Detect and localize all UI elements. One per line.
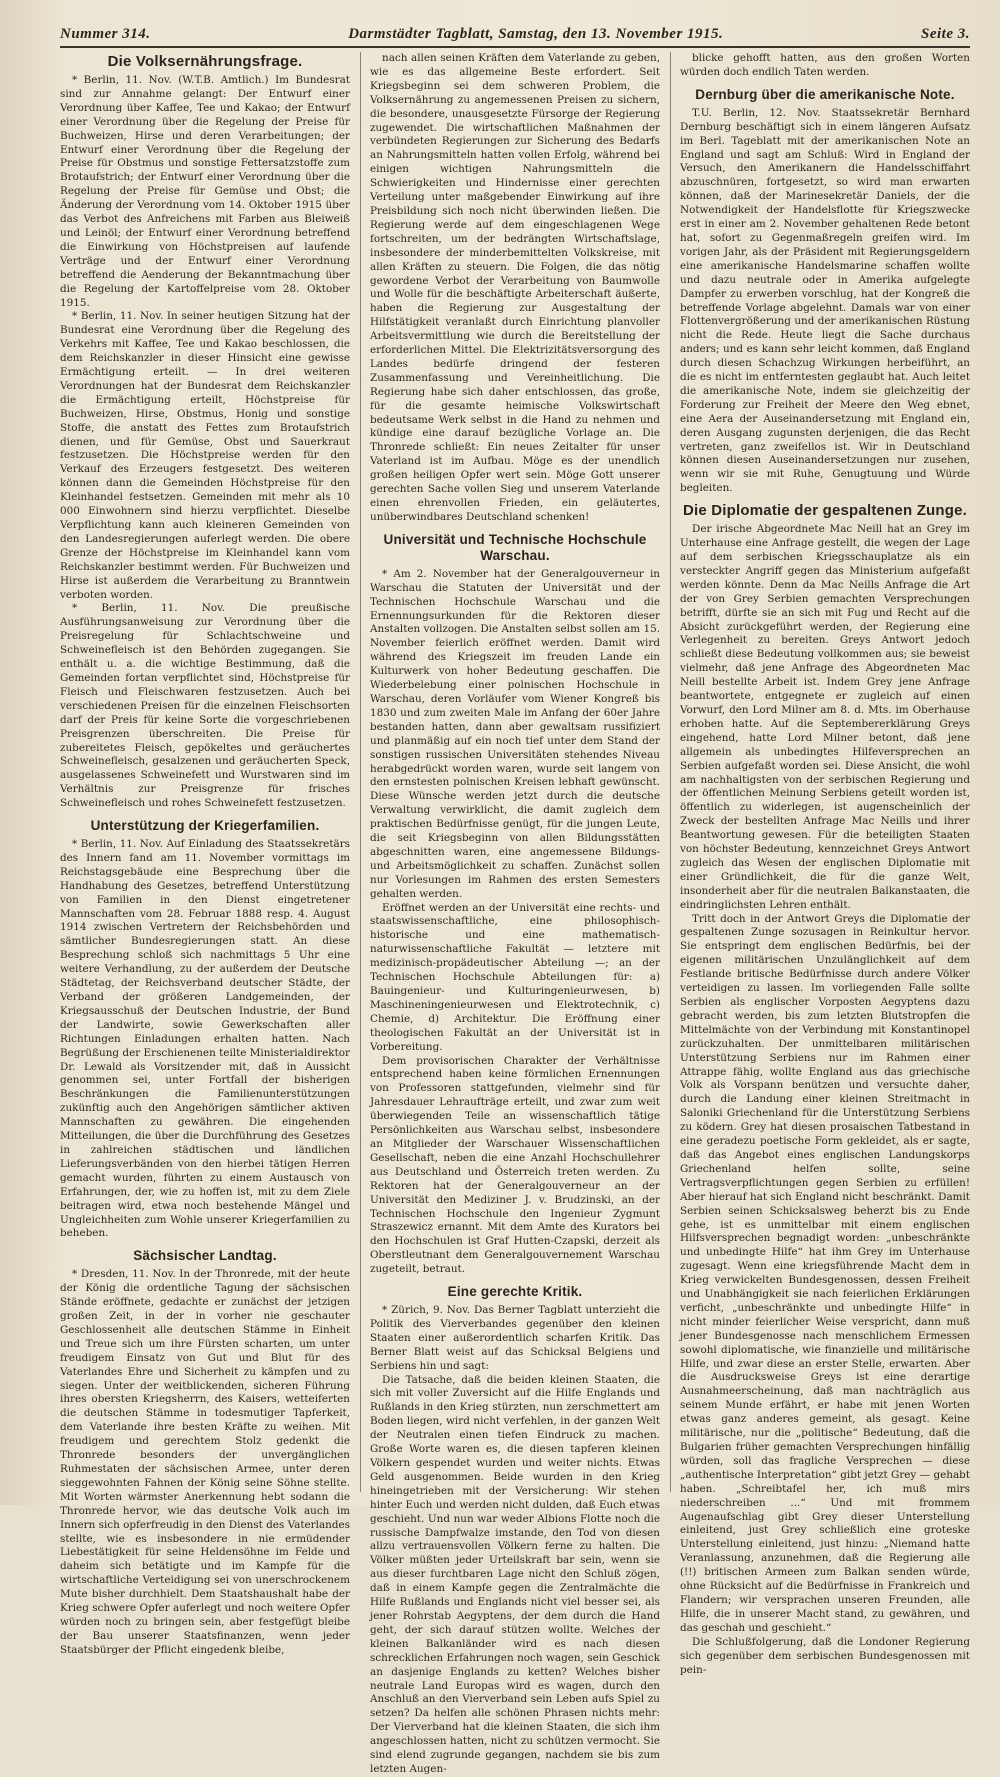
article-heading: Unterstützung der Kriegerfamilien. (90, 818, 320, 834)
article-heading: Dernburg über die amerikanische Note. (695, 86, 955, 102)
paragraph: Eröffnet werden an der Universität eine rechts- und staatswissenschaftliche, eine philosophisch-historische und eine mathematisch-naturwissenschaftliche Fakultät — letztere mit medizinisch-propädeutischer Abteilung —; an der Technischen Hochschule Abteilungen für: a) Bauingenieur- und Kulturingenieurwesen, b) Maschineningenieurwesen und Elektrotechnik, c) Chemie, d) Architektur. Die Eröffnung einer theologischen Fakultät an der Universität ist in Vorbereitung. (370, 901, 660, 1053)
paragraph: * Berlin, 11. Nov. (W.T.B. Amtlich.) Im Bundesrat sind zur Annahme gelangt: Der Entwurf einer Verordnung über Kaffee, Tee und Kakao; der Entwurf einer Verordnung über die Regelung der Preise für Buchweizen, Hirse und deren Verarbeitungen; der Entwurf einer Verordnung über die Regelung der Preise für Obstmus und sonstige Fettersatzstoffe zum Brotaufstrich; der Entwurf einer Verordnung über die Regelung der Preise für Gemüse und Obst; die Änderung der Verordnung vom 14. Oktober 1915 über das Verbot des Anfreichens mit Farben aus Bleiweiß und Leinöl; der Entwurf einer Verordnung betreffend die Einwirkung von Höchstpreisen auf laufende Verträge und der Entwurf einer Verordnung betreffend die Aenderung der Bekanntmachung über die Regelung der Kartoffelpreise vom 28. Oktober 1915. (60, 74, 350, 309)
column-1 (60, 52, 350, 1656)
paragraph: * Berlin, 11. Nov. In seiner heutigen Sitzung hat der Bundesrat eine Verordnung über die Regelung des Verkehrs mit Kaffee, Tee und Kakao beschlossen, die dem Reichskanzler in dieser Hinsicht eine gewisse Ermächtigung erteilt. — In drei weiteren Verordnungen hat der Bundesrat dem Reichskanzler die Ermächtigung erteilt, Höchstpreise für Buchweizen, Hirse, Obstmus, Honig und sonstige Stoffe, die anstatt des Fettes zum Brotaufstrich dienen, und für Gemüse, Obst und Sauerkraut festzusetzen. Die Höchstpreise werden für den Verkauf des Erzeugers festgesetzt. Des weiteren können dann die Gemeinden Höchstpreise für den Kleinhandel festsetzen. Gemeinden mit mehr als 10 000 Einwohnern sind hierzu verpflichtet. Dieselbe Verpflichtung kann auch kleineren Gemeinden von den Landesregierungen auferlegt werden. Die obere Grenze der Höchstpreise im Kleinhandel kann vom Reichskanzler bestimmt werden. Für Buchweizen und Hirse ist außerdem die Verarbeitung zu Branntwein verboten worden. (60, 310, 350, 601)
paragraph: T.U. Berlin, 12. Nov. Staatssekretär Bernhard Dernburg beschäftigt sich in einem längeren Aufsatz im Berl. Tageblatt mit der amerikanischen Note an England und sagt am Schluß: Wird in England der Versuch, den Amerikanern die Handelsschiffahrt abzuschnüren, fortgesetzt, so wird man erwarten können, daß der Marinesekretär Daniels, der die Notwendigkeit der Handelsflotte für Kriegszwecke erst in einer am 2. November gehaltenen Rede betont hat, sofort zu Gegenmaßregeln greifen wird. Im vorigen Jahr, als der Präsident mit Regierungsgeldern eine amerikanische Handelsmarine schaffen wollte und dazu neutrale oder in Amerika aufgelegte Dampfer zu erwerben vorschlug, hat der Kongreß die betreffende Vorlage abgelehnt. Damals war von einer Flottenvergrößerung und der amerikanischen Rüstung nicht die Rede. Heute liegt die Sache durchaus anders; und es kann sehr leicht kommen, daß England durch diesen Schachzug Wirkungen herbeiführt, an die es nicht im entferntesten geglaubt hat. Auch leitet die amerikanische Note, indem sie gleichzeitig der Forderung zur Freiheit der Meere den Weg ebnet, eine Aera der Auseinandersetzung mit England ein, deren Ausgang zugunsten derjenigen, die das Recht vertreten, ganz zweifellos ist. Wir in Deutschland können diesen Auseinandersetzungen nur zusehen, wenn wir sie mit Ruhe, Genugtuung und Würde begleiten. (680, 106, 970, 495)
paragraph: Der irische Abgeordnete Mac Neill hat an Grey im Unterhause eine Anfrage gestellt, die wegen der Lage auf dem serbischen Kriegsschauplatze als ein versteckter Angriff gegen das Ministerium aufgefaßt werden könnte. Denn da Mac Neills Anfrage die Art der von Grey Serbien gemachten Versprechungen betrifft, dürfte sie an sich mit Fug und Recht auf die Absicht zurückgeführt werden, der Regierung eine Verlegenheit zu bereiten. Greys Antwort jedoch schließt diese Bedeutung vollkommen aus; sie beweist vielmehr, daß jene Anfrage des Abgeordneten Mac Neill bestellte Arbeit ist. Indem Grey jene Anfrage beantwortete, entgegnete er zugleich auf einen Vorwurf, den Lord Milner am 8. d. Mts. im Oberhause erhoben hatte. Auf die Septembererklärung Greys eingehend, hatte Lord Milner betont, daß jene allgemein als unbedingtes Hilfeversprechen an Serbien aufgefaßt worden sei. Diese Ansicht, die wohl am nachhaltigsten von der serbischen Regierung und der öffentlichen Meinung Serbiens geteilt worden ist, öffentlich zu widerlegen, ist augenscheinlich der Zweck der bestellten Anfrage Mac Neills und ihrer Beantwortung gewesen. Für die beteiligten Staaten von höchster Bedeutung, kennzeichnet Greys Antwort zugleich das Wesen der englischen Diplomatie mit einer Gründlichkeit, die für die ganze Welt, insonderheit aber für die neutralen Balkanstaaten, die eindringlichsten Lehren enthält. (680, 523, 970, 911)
paragraph: * Berlin, 11. Nov. Auf Einladung des Staatssekretärs des Innern fand am 11. November vormittags im Reichstagsgebäude eine Besprechung über die Handhabung des Gesetzes, betreffend Unterstützung von Familien in den Dienst eingetretener Mannschaften vom 28. Februar 1888 resp. 4. August 1914 zwischen Vertretern der Reichsbehörden und sämtlicher Bundesregierungen statt. An diese Besprechung schloß sich nachmittags 5 Uhr eine weitere Verhandlung, zu der außerdem der Deutsche Städtetag, der Reichsverband deutscher Städte, der Verband der größeren Landgemeinden, der Kriegsausschuß der Deutschen Industrie, der Bund der Landwirte, sowie Gewerkschaften aller Richtungen Einladungen erhalten hatten. Nach Begrüßung der Erschienenen teilte Ministerialdirektor Dr. Lewald als Vorsitzender mit, daß in Aussicht genommen sei, unter Fortfall der bisherigen Beschränkungen die Familienunterstützungen zukünftig auch den Angehörigen sämtlicher aktiven Mannschaften zu gewähren. Die eingehenden Mitteilungen, die über die Durchführung des Gesetzes in zahlreichen städtischen und ländlichen Lieferungsverbänden von den hierbei tätigen Herren gemacht wurden, führten zu einem Austausch von Erfahrungen, der, wie zu hoffen ist, mit zu dem Ziele beitragen wird, etwa noch bestehende Mängel und Ungleichheiten zum Wohle unserer Kriegerfamilien zu beheben. (60, 838, 350, 1240)
paragraph: * Zürich, 9. Nov. Das Berner Tagblatt unterzieht die Politik des Vierverbandes gegenüber den kleinen Staaten einer außerordentlich scharfen Kritik. Das Berner Blatt weist auf das Schicksal Belgiens und Serbiens hin und sagt: (370, 1304, 660, 1372)
paragraph: blicke gehofft hatten, aus den großen Worten würden doch endlich Taten werden. (680, 52, 970, 78)
paragraph: * Am 2. November hat der Generalgouverneur in Warschau die Statuten der Universität und der Technischen Hochschule Warschau und die Ernennungsurkunden für die Rektoren dieser Anstalten vollzogen. Die Anstalten selbst sollen am 15. November feierlich eröffnet werden. Damit wird während des Kriegszeit im freuden Lande ein Kulturwerk von hoher Bedeutung geschaffen. Die Wiederbelebung einer polnischen Hochschule in Warschau, deren Vorläufer vom Wiener Kongreß bis 1830 und zum zweiten Male im Anfang der 60er Jahre bestanden hatten, dann aber gewaltsam russifiziert und planmäßig auf ein noch tief unter dem Stand der sonstigen russischen Universitäten stehendes Niveau herabgedrückt worden waren, wurde seit langem von den ernstesten polnischen Kreisen lebhaft gewünscht. Diese Wünsche werden jetzt durch die deutsche Verwaltung verwirklicht, die damit zugleich dem praktischen Bedürfnisse genügt, für die jungen Leute, die seit Kriegsbeginn von allen Bildungsstätten abgeschnitten waren, eine angemessene Bildungs- und Arbeitsmöglichkeit zu schaffen. Zunächst sollen nur Vorlesungen im Rahmen des ersten Semesters gehalten werden. (370, 567, 660, 900)
article-heading: Die Volksernährungsfrage. (107, 53, 303, 70)
paragraph: nach allen seinen Kräften dem Vaterlande zu geben, wie es das allgemeine Beste erfordert. Seit Kriegsbeginn sei dem schweren Problem, die Volksernährung zu angemessenen Preisen zu sichern, die besondere, unausgesetzte Fürsorge der Regierung zugewendet. Die wirtschaftlichen Maßnahmen der verbündeten Regierungen zur Sicherung des Bedarfs an Nahrungsmitteln hatten vollen Erfolg, während bei einigen wichtigen Nahrungsmitteln die Schwierigkeiten und Hindernisse einer gerechten Verteilung unter maßgebender Einwirkung auf ihre Preisbildung sich noch nicht überwinden ließen. Die Regierung werde auf dem eingeschlagenen Wege fortschreiten, um der bedrängten Wirtschaftslage, insbesondere der minderbemittelten Volkskreise, mit allen Kräften zu steuern. Die Folgen, die das nötig gewordene Verbot der Verarbeitung von Baumwolle und Wolle für die beschäftigte Arbeiterschaft äußerte, haben die Regierung zur Ausgestaltung der Hilfstätigkeit veranlaßt durch Einrichtung planvoller Arbeitsvermittlung wie durch die Bereitstellung der erforderlichen Mittel. Die Elektrizitätsversorgung des Landes bedürfe dringend der festeren Zusammenfassung und Vereinheitlichung. Die Regierung habe sich daher entschlossen, das große, für die gesamte heimische Volkswirtschaft bedeutsame Werk selbst in die Hand zu nehmen und kündige eine darauf bezügliche Vorlage an. Die Thronrede schließt: Ein neues Zeitalter für unser Vaterland ist im Aufbau. Möge es der unendlich großen heiligen Opfer wert sein. Möge Gott unserer gerechten Sache vollen Sieg und unserem Vaterlande einen ehrenvollen Frieden, ein geläutertes, unüberwindbares Deutschland schenken! (370, 52, 660, 523)
masthead (60, 26, 970, 48)
paragraph: * Dresden, 11. Nov. In der Thronrede, mit der heute der König die ordentliche Tagung der sächsischen Stände eröffnete, gedachte er zunächst der jetzigen großen Zeit, in der in vorher nie geschauter Geschlossenheit alle deutschen Stämme in Einheit und Treue sich um ihre Fürsten scharten, um unter freudigem Einsatz von Gut und Blut für des Vaterlandes Ehre und Sicherheit zu kämpfen und zu siegen. Unter der weitblickenden, sicheren Führung ihres obersten Kriegsherrn, des Kaisers, wetteiferten die deutschen Stämme in todesmutiger Tapferkeit, dem Vaterlande ihre besten Kräfte zu weihen. Mit freudigem und gerechtem Stolz gedenkt die Thronrede besonders der unvergänglichen Ruhmestaten der sächsischen Armee, unter deren sieggewohnten Fahnen der König seine Söhne stellte. Mit Worten wärmster Anerkennung hebt sodann die Thronrede hervor, wie das deutsche Volk auch im Innern sich opferfreudig in den Dienst des Vaterlandes stellte, wie es insbesondere in nie ermüdender Liebestätigkeit für seine Heldensöhne im Felde und daheim sich betätigte und im Kampfe für die wirtschaftliche Verteidigung sei von unerschrockenem Mute bisher durchhielt. Dem Staatshaushalt habe der Krieg schwere Opfer auferlegt und noch weitere Opfer würden noch zu bringen sein, aber festgefügt bleibe der Bau unserer Staatsfinanzen, wenn jeder Staatsbürger der Pflicht eingedenk bleibe, (60, 1268, 350, 1656)
paragraph: Tritt doch in der Antwort Greys die Diplomatie der gespaltenen Zunge sozusagen in Reinkultur hervor. Sie entspringt dem englischen Bedürfnis, bei der eigenen militärischen Unzulänglichkeit auf dem Festlande britische Bedürfnisse durch andere Völker verteidigen zu lassen. Im vorliegenden Falle sollte Serbien als englischer Vorposten Aegyptens dazu gebracht werden, bis zum letzten Blutstropfen die Mittelmächte von der Verbindung mit Konstantinopel zurückzuhalten. Der unmittelbaren militärischen Unterstützung Serbiens nur im Rahmen einer Attrappe fähig, wollte England aus das griechische Volk als Vorspann benützen und versuchte daher, durch die Landung einer kleinen Streitmacht in Saloniki Griechenland für die Unterstützung Serbiens zu ködern. Grey hat diesen prosaischen Tatbestand in eine geradezu poetische Form gekleidet, als er sagte, daß das Angebot eines englischen Landungskorps Griechenland helfen sollte, seine Vertragsverpflichtungen gegen Serbien zu erfüllen! Aber hierauf hat sich England nicht beschränkt. Damit Serbien seinen Schicksalsweg beherzt bis zu Ende gehe, ist es unmittelbar mit einem englischen Hilfsversprechen begnadigt worden: „unbeschränkte und unbedingte Hilfe“ hat ihm Grey im Unterhause zugesagt. Wenn eine kriegsführende Macht dem in Krieg verwickelten Bundesgenossen, dessen Freiheit und Unabhängigkeit sie nach feierlichen Erklärungen verficht, „unbeschränkte und unbedingte Hilfe“ in nicht minder feierlicher Weise verspricht, dann muß jener Bundesgenosse nach menschlichem Ermessen sowohl diplomatische, wie finanzielle und militärische Hilfe, und zwar diese an erster Stelle, erwarten. Aber die Ausdrucksweise Greys ist eine derartige Ausnahmeerscheinung, daß man nachträglich aus seinem Munde erfährt, er habe mit jenen Worten etwas ganz anderes gemeint, als gesagt. Keine militärische, nur die „politische“ Bedeutung, daß die Bulgarien früher gemachten Versprechungen hinfällig würden, soll das fragliche Versprechen — diese „authentische Interpretation“ gibt jetzt Grey — gehabt haben. „Schreibtafel her, ich muß mirs niederschreiben ...“ Und mit frommem Augenaufschlag gibt Grey dieser Unterstellung einleitend, just Grey schließlich eine groteske Unterstellung einleitend, just hinzu: „Niemand hatte Veranlassung, anzunehmen, daß die Regierung alle (!!) britischen Armeen zum Balkan senden würde, ohne Rücksicht auf die Bedürfnisse in Frankreich und Flandern; wir versprachen unseren Freunden, alle Hilfe, die in unserer Macht stand, zu gewähren, und das geschah und geschieht.“ (680, 912, 970, 1634)
article-heading: Die Diplomatie der gespaltenen Zunge. (682, 502, 968, 520)
article-heading: Universität und Technische Hochschule Warschau. (383, 531, 647, 563)
column-2 (360, 52, 660, 1775)
columns (60, 52, 970, 1775)
paragraph: Die Schlußfolgerung, daß die Londoner Regierung sich gegenüber dem serbischen Bundesgenossen mit pein- (680, 1635, 970, 1676)
column-3 (670, 52, 970, 1676)
newspaper-title: Darmstädter Tagblatt, Samstag, den 13. November 1915. (348, 26, 724, 42)
article-heading: Eine gerechte Kritik. (447, 1284, 583, 1300)
article-heading: Sächsischer Landtag. (133, 1248, 277, 1264)
page-number: Seite 3. (920, 26, 970, 42)
issue-number: Nummer 314. (60, 26, 151, 42)
paragraph: * Berlin, 11. Nov. Die preußische Ausführungsanweisung zur Verordnung über die Preisregelung für Schlachtschweine und Schweinefleisch ist den Behörden zugegangen. Sie enthält u. a. die wichtige Bestimmung, daß die Gemeinden fortan verpflichtet sind, Höchstpreise für Fleisch und Fleischwaren festzusetzen. Auch bei verschiedenen Preisen für die einzelnen Fleischsorten darf der Preis für keine Sorte die vorgeschriebenen Preisgrenzen überschreiten. Die Preise für zubereitetes Fleisch, gepökeltes und geräuchertes Schweinefleisch, gesalzenen und geräucherten Speck, ausgelassenes Schweinefett und Wurstwaren sind im Verhältnis zur Preisgrenze für frisches Schweinefleisch und rohes Schweinefett festzusetzen. (60, 602, 350, 810)
paragraph: Die Tatsache, daß die beiden kleinen Staaten, die sich mit voller Zuversicht auf die Hilfe Englands und Rußlands in den Krieg stürzten, nun zerschmettert am Boden liegen, wird nicht verfehlen, in der ganzen Welt der Neutralen einen tiefen Eindruck zu machen. Große Worte waren es, die diesen tapferen kleinen Völkern gespendet wurden und weiter nichts. Etwas Geld ausgenommen. Beide wurden in den Krieg hineingetrieben mit der Versicherung: Wir stehen hinter Euch und werden nicht dulden, daß Euch etwas geschieht. Und nun war weder Albions Flotte noch die russische Dampfwalze imstande, den Tod von diesen allzu vertrauensvollen Völkern ferne zu halten. Die Völker müßten jeder Urteilskraft bar sein, wenn sie aus dieser furchtbaren Lage nicht den Schluß zögen, daß in einem Kampfe gegen die Zentralmächte die Hilfe Rußlands und Englands nicht viel besser sei, als jener Rohrstab Aegyptens, der dem durch die Hand geht, der sich darauf stützen wollte. Welches der kleinen Balkanländer wird es nach diesen schrecklichen Erfahrungen noch wagen, sein Geschick an dasjenige Englands zu ketten? Welches bisher neutrale Land Europas wird es wagen, durch den Anschluß an den Vierverband sein Leben aufs Spiel zu setzen? Da helfen alle schönen Phrasen nichts mehr: Der Vierverband hat die kleinen Staaten, die sich ihm angeschlossen hatten, nicht zu schützen vermocht. Sie sind elend zugrunde gegangen, nachdem sie bis zum letzten Augen- (370, 1373, 660, 1775)
paragraph: Dem provisorischen Charakter der Verhältnisse entsprechend haben keine förmlichen Ernennungen von Professoren stattgefunden, vielmehr sind für Jahresdauer Lehraufträge erteilt, und zwar zum weit überwiegenden Teile an wissenschaftlich tätige Persönlichkeiten aus Warschau selbst, insbesondere an Mitglieder der Warschauer Wissenschaftlichen Gesellschaft, neben die eine Anzahl Hochschullehrer aus Deutschland und Österreich treten werden. Zu Rektoren hat der Generalgouverneur an der Universität den Mediziner J. v. Brudzinski, an der Technischen Hochschule den Ingenieur Zygmunt Straszewicz ernannt. Mit dem Amte des Kurators bei den Hochschulen ist Graf Hutten-Czapski, derzeit als Oberstleutnant dem Generalgouvernement Warschau zugeteilt, betraut. (370, 1054, 660, 1276)
